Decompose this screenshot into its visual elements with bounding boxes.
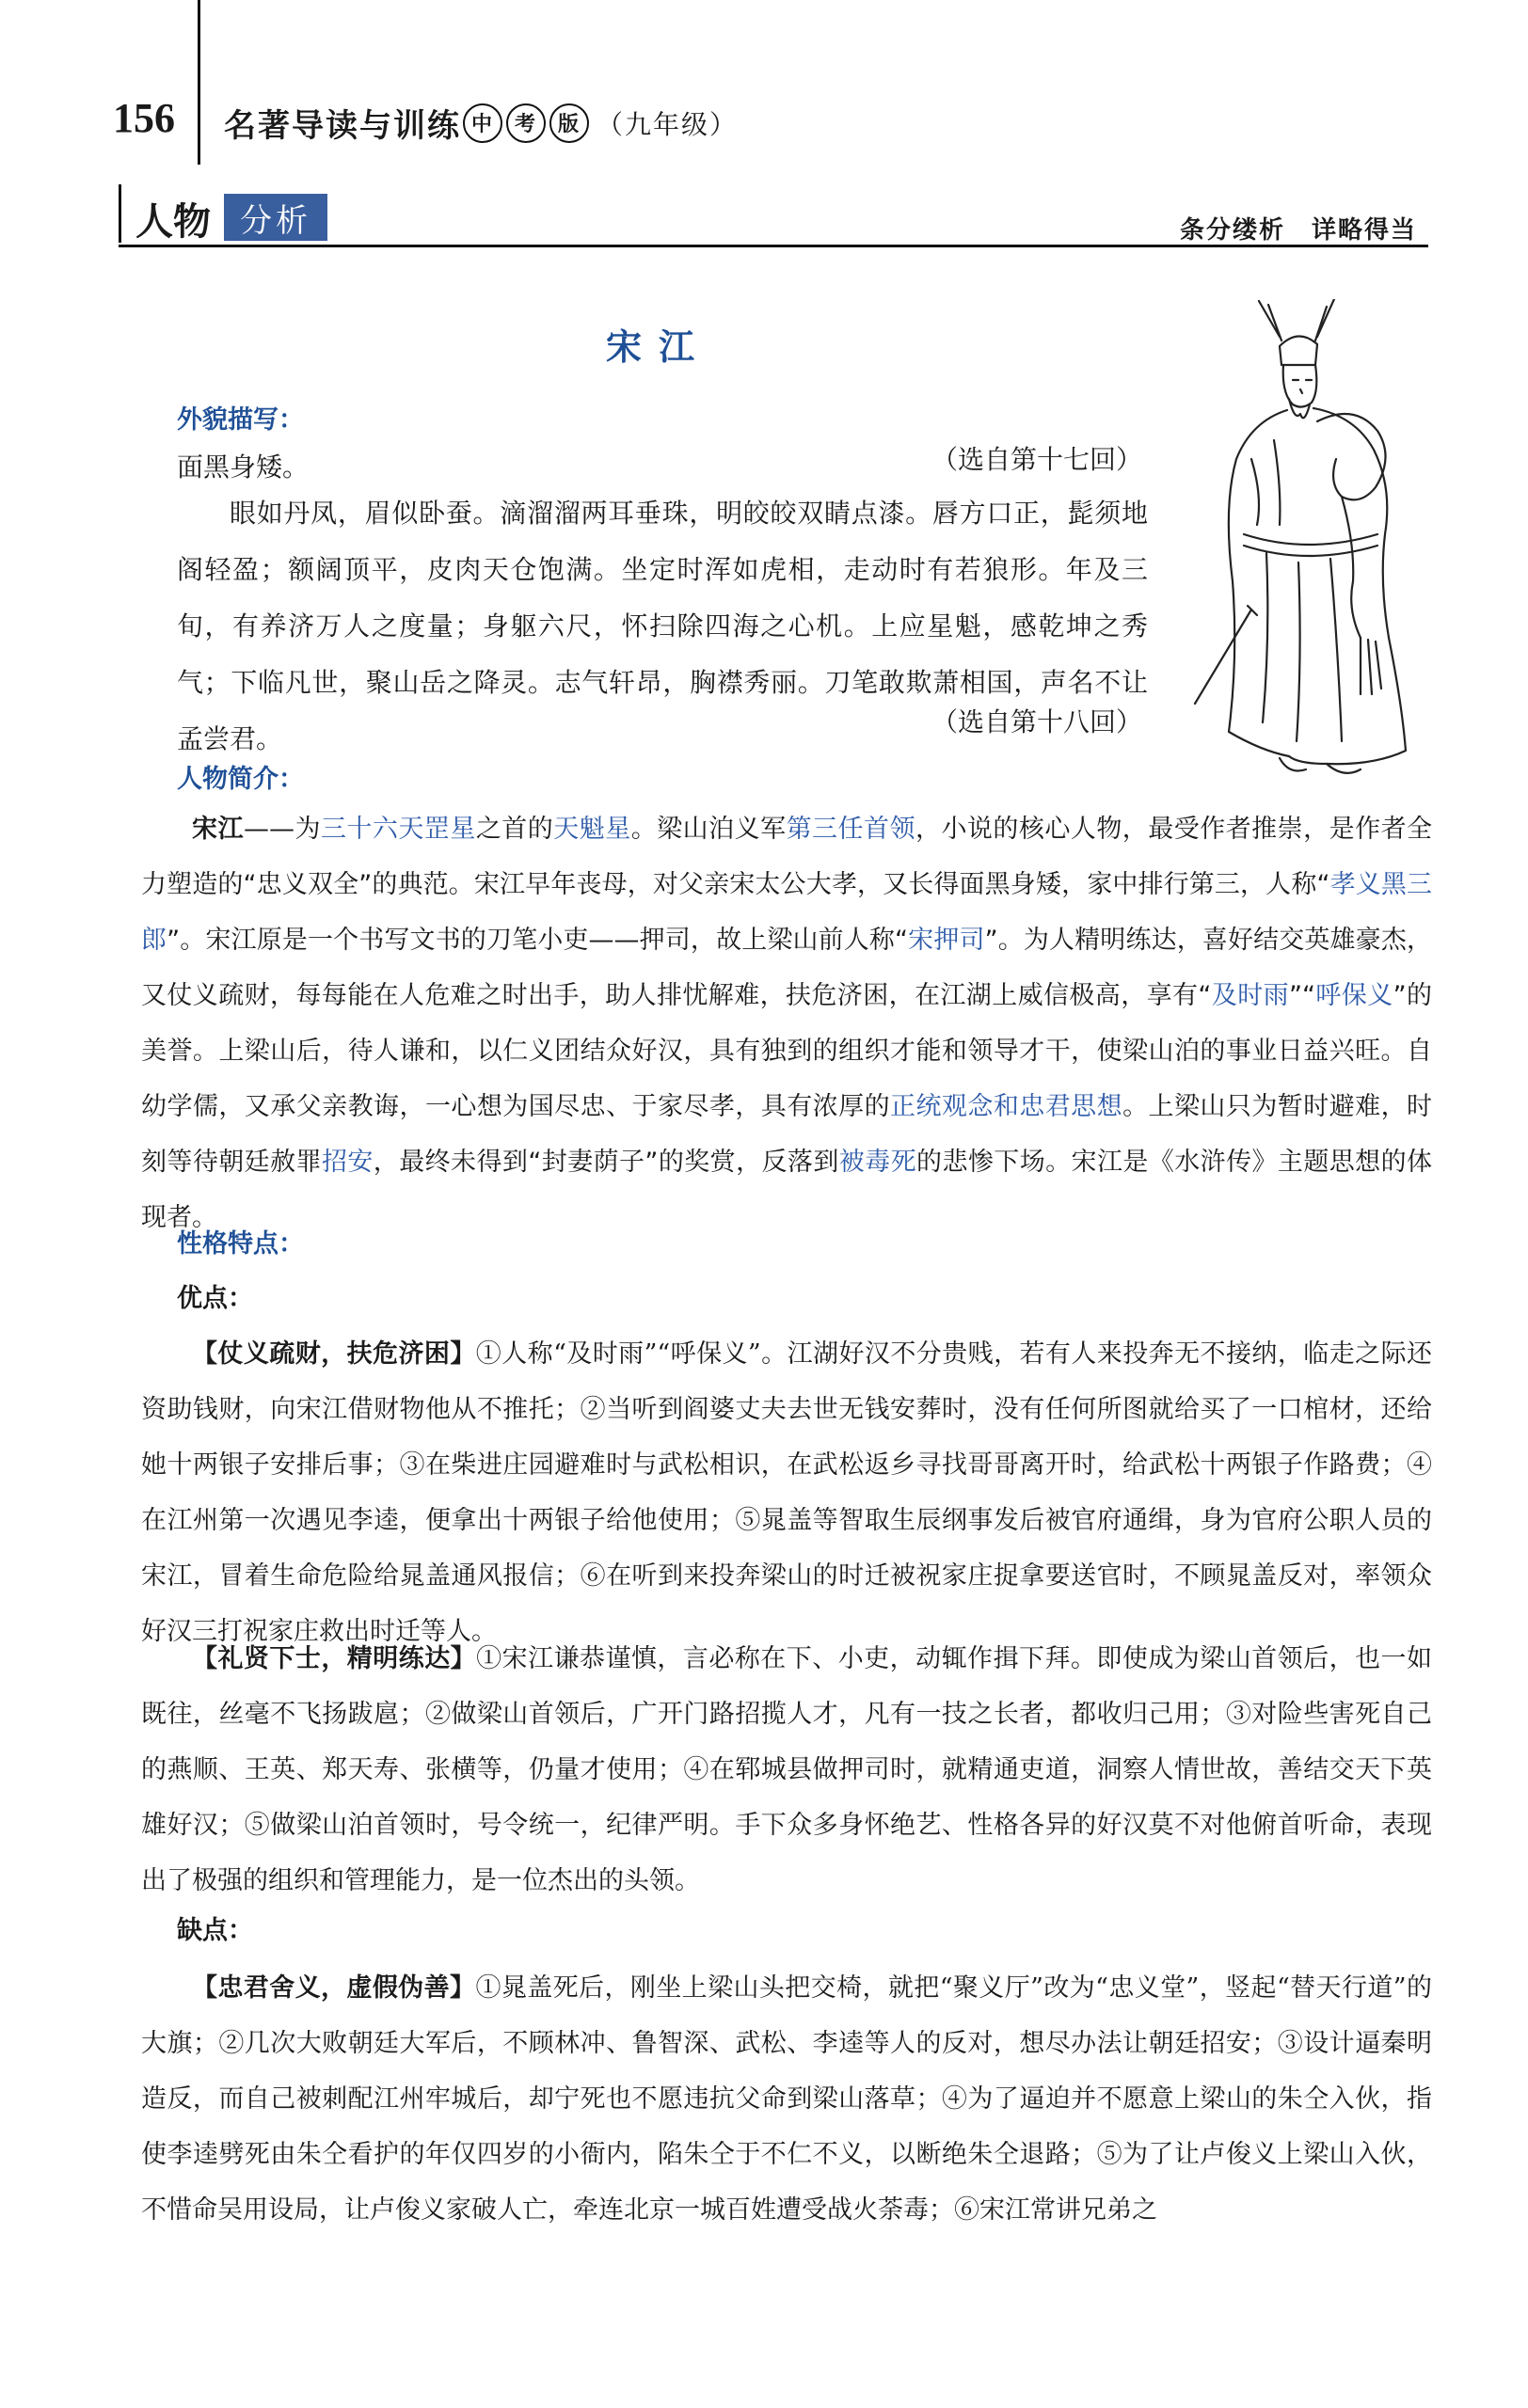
- intro-highlight: 正统观念和忠君思想: [890, 1092, 1123, 1121]
- faults-label: 缺点：: [177, 1916, 253, 1945]
- intro-text: ”“: [1289, 981, 1315, 1010]
- badge-kao: 考: [506, 103, 546, 143]
- section-band-bar: [119, 184, 121, 243]
- intro-text: ”。为人精明练达，喜好结交英雄豪杰，又仗义疏财，每每能在人危难之时出手，助人排忧解难，扶危济困，在江湖上威信极高，享有“: [141, 926, 1432, 1010]
- merit-2-tag: 【礼贤下士，精明练达】: [192, 1644, 477, 1673]
- intro-text: ”。宋江原是一个书写文书的刀笔小吏——押司，故上梁山前人称“: [167, 926, 909, 955]
- intro-highlight: 被毒死: [838, 1148, 917, 1177]
- section-tag: 分析: [224, 194, 327, 241]
- intro-text: 之首的: [475, 815, 554, 844]
- appearance-line-1: 面黑身矮。: [177, 452, 310, 483]
- appearance-paragraph: 眼如丹凤，眉似卧蚕。滴溜溜两耳垂珠，明皎皎双睛点漆。唇方口正，髭须地阁轻盈；额阔顶平，皮肉天仓饱满。坐定时浑如虎相，走动时有若狼形。年及三旬，有养济万人之度量；身躯六尺，怀扫除四海之心机。上应星魁，感乾坤之秀气；下临凡世，聚山岳之降灵。志气轩昂，胸襟秀丽。刀笔敢欺萧相国，声名不让孟尝君。: [177, 498, 1148, 754]
- intro-text: 。梁山泊义军: [630, 815, 787, 844]
- page-number: 156: [113, 95, 175, 141]
- merits-label: 优点：: [177, 1284, 253, 1313]
- fault-1-text: ①晁盖死后，刚坐上梁山头把交椅，就把“聚义厅”改为“忠义堂”，竖起“替天行道”的大旗；②几次大败朝廷大军后，不顾林冲、鲁智深、武松、李逵等人的反对，想尽办法让朝廷招安；③设计逼秦明造反，而自己被刺配江州牢城后，却宁死也不愿违抗父命到梁山落草；④为了逼迫并不愿意上梁山的朱仝入伙，指使李逵劈死由朱仝看护的年仅四岁的小衙内，陷朱仝于不仁不义，以断绝朱仝退路；⑤为了让卢俊义上梁山入伙，不惜命吴用设局，让卢俊义家破人亡，牵连北京一城百姓遭受战火荼毒；⑥宋江常讲兄弟之: [141, 1973, 1432, 2225]
- header-divider-line: [198, 0, 200, 165]
- section-motto: 条分缕析 详略得当: [1180, 216, 1418, 245]
- song-jiang-illustration: [1176, 299, 1477, 788]
- book-title: [224, 100, 738, 146]
- intro-highlight: 天魁星: [553, 815, 631, 844]
- appearance-source-2: （选自第十八回）: [931, 706, 1143, 737]
- intro-highlight: 宋押司: [908, 926, 985, 955]
- fault-1-paragraph: [141, 1960, 1432, 2238]
- book-title-text: 名著导读与训练: [224, 107, 461, 145]
- grade-label: （九年级）: [597, 108, 739, 140]
- section-title: 人物: [135, 200, 211, 244]
- intro-highlight: 孝义黑三郎: [141, 870, 1433, 955]
- traits-heading: 性格特点：: [177, 1229, 304, 1259]
- appearance-heading: 外貌描写：: [177, 405, 304, 435]
- intro-highlight: 呼保义: [1315, 981, 1393, 1010]
- intro-highlight: 招安: [321, 1148, 374, 1177]
- character-name: 宋江: [605, 326, 711, 368]
- badge-zhong: 中: [463, 103, 502, 143]
- intro-text: 。上梁山只为暂时避难，时刻等待朝廷赦罪: [141, 1092, 1433, 1177]
- badge-ban: 版: [549, 103, 589, 143]
- merit-2-text: ①宋江谦恭谨慎，言必称在下、小吏，动辄作揖下拜。即使成为梁山首领后，也一如既往，丝毫不飞扬跋扈；②做梁山首领后，广开门路招揽人才，凡有一技之长者，都收归己用；③对险些害死自己的燕顺、王英、郑天寿、张横等，仍量才使用；④在郓城县做押司时，就精通吏道，洞察人情世故，善结交天下英雄好汉；⑤做梁山泊首领时，号令统一，纪律严明。手下众多身怀绝艺、性格各异的好汉莫不对他俯首听命，表现出了极强的组织和管理能力，是一位杰出的头领。: [141, 1644, 1433, 1895]
- merit-2-paragraph: [141, 1631, 1432, 1909]
- fault-1-tag: 【忠君舍义，虚假伪善】: [192, 1973, 476, 2003]
- merit-1-text: ①人称“及时雨”“呼保义”。江湖好汉不分贵贱，若有人来投奔无不接纳，临走之际还资助钱财，向宋江借财物他从不推托；②当听到阎婆丈夫去世无钱安葬时，没有任何所图就给买了一口棺材，还给她十两银子安排后事；③在柴进庄园避难时与武松相识，在武松返乡寻找哥哥离开时，给武松十两银子作路费；④在江州第一次遇见李逵，便拿出十两银子给他使用；⑤晁盖等智取生辰纲事发后被官府通缉，身为官府公职人员的宋江，冒着生命危险给晁盖通风报信；⑥在听到来投奔梁山的时迁被祝家庄捉拿要送官时，不顾晁盖反对，率领众好汉三打祝家庄救出时迁等人。: [141, 1339, 1432, 1646]
- intro-highlight: 三十六天罡星: [320, 815, 476, 844]
- intro-text: 的悲惨下场。宋江是《水浒传》主题思想的体现者。: [141, 1148, 1433, 1232]
- intro-text: ，小说的核心人物，最受作者推崇，是作者全力塑造的“忠义双全”的典范。宋江早年丧母，对父亲宋太公大孝，又长得面黑身矮，家中排行第三，人称“: [141, 815, 1433, 899]
- intro-paragraph: [141, 801, 1432, 1245]
- intro-highlight: 及时雨: [1211, 981, 1290, 1010]
- merit-1-tag: 【仗义疏财，扶危济困】: [192, 1339, 476, 1369]
- intro-text: ”的美誉。上梁山后，待人谦和，以仁义团结众好汉，具有独到的组织才能和领导才干，使梁山泊的事业日益兴旺。自幼学儒，又承父亲教诲，一心想为国尽忠、于家尽孝，具有浓厚的: [141, 981, 1432, 1121]
- intro-text: ，最终未得到“封妻荫子”的奖赏，反落到: [373, 1148, 839, 1177]
- appearance-source-1: （选自第十七回）: [931, 444, 1143, 475]
- merit-1-paragraph: [141, 1326, 1432, 1659]
- intro-text: ——为: [243, 815, 321, 844]
- intro-heading: 人物简介：: [177, 765, 304, 794]
- intro-highlight: 第三任首领: [786, 815, 915, 844]
- intro-name: 宋江: [192, 815, 244, 844]
